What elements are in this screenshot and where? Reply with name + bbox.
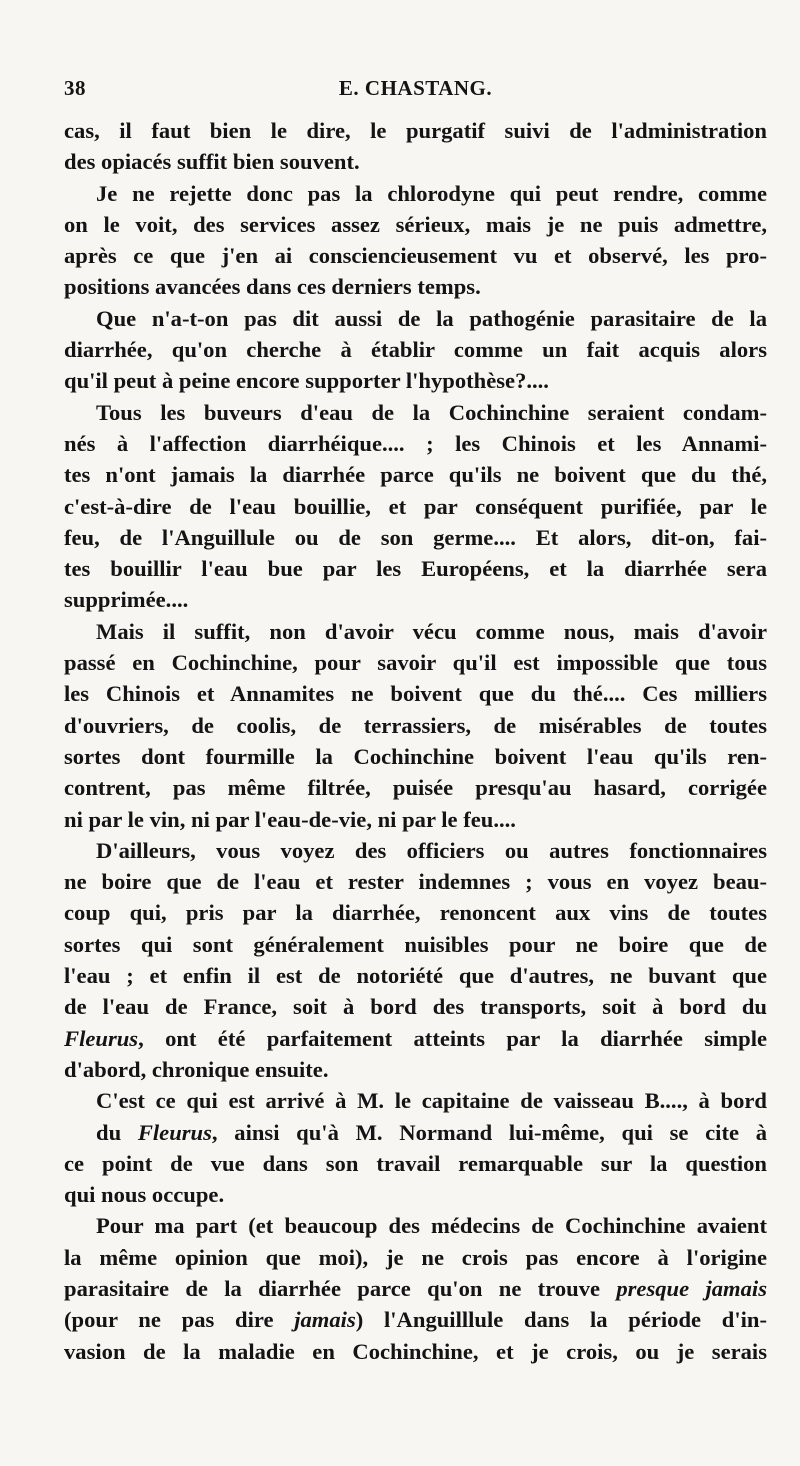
text-line: qui nous occupe. bbox=[64, 1182, 225, 1208]
text-line: diarrhée, qu'on cherche à établir comme un fait acquis alors bbox=[64, 337, 767, 363]
text-line: Que n'a-t-on pas dit aussi de la pathogénie parasitaire de la bbox=[96, 305, 767, 331]
text-line: des opiacés suffit bien souvent. bbox=[64, 149, 360, 175]
text-line: D'ailleurs, vous voyez des officiers ou autres fonctionnaires bbox=[96, 837, 767, 863]
text-line: d'abord, chronique ensuite. bbox=[64, 1056, 329, 1082]
text-line: tes bouillir l'eau bue par les Européens, et la diarrhée sera bbox=[64, 556, 767, 582]
text-line: de l'eau de France, soit à bord des transports, soit à bord du bbox=[64, 994, 767, 1020]
page-number: 38 bbox=[64, 76, 86, 100]
text-line: les Chinois et Annamites ne boivent que du thé.... Ces milliers bbox=[64, 681, 767, 707]
text-line: coup qui, pris par la diarrhée, renoncent aux vins de toutes bbox=[64, 900, 767, 926]
text-line: nés à l'affection diarrhéique.... ; les Chinois et les Annami- bbox=[64, 430, 767, 456]
book-page bbox=[64, 76, 767, 1367]
text-line: ne boire que de l'eau et rester indemnes ; vous en voyez beau- bbox=[64, 869, 767, 895]
text-line: c'est-à-dire de l'eau bouillie, et par conséquent purifiée, par le bbox=[64, 493, 767, 519]
text-segment: parasitaire de la diarrhée parce qu'on ne trouve bbox=[64, 1275, 617, 1301]
text-line: contrent, pas même filtrée, puisée presqu'au hasard, corrigée bbox=[64, 775, 767, 801]
text-segment: (pour ne pas dire bbox=[64, 1307, 295, 1333]
text-line: vasion de la maladie en Cochinchine, et je crois, ou je serais bbox=[64, 1338, 767, 1364]
text-line bbox=[64, 1023, 767, 1054]
text-segment: ) l'Anguilllule dans la période d'in- bbox=[355, 1307, 767, 1333]
text-segment: , ainsi qu'à M. Normand lui-même, qui se cite à bbox=[211, 1119, 767, 1145]
text-line: Mais il suffit, non d'avoir vécu comme nous, mais d'avoir bbox=[96, 618, 767, 644]
text-line: sortes qui sont généralement nuisibles pour ne boire que de bbox=[64, 931, 767, 957]
text-line: Pour ma part (et beaucoup des médecins de Cochinchine avaient bbox=[96, 1213, 767, 1239]
text-line: supprimée.... bbox=[64, 587, 189, 613]
text-line: l'eau ; et enfin il est de notoriété que d'autres, ne buvant que bbox=[64, 963, 767, 989]
running-title: E. CHASTANG. bbox=[338, 76, 493, 100]
text-line: passé en Cochinchine, pour savoir qu'il est impossible que tous bbox=[64, 650, 767, 676]
italic-text: jamais bbox=[294, 1307, 356, 1333]
text-line: on le voit, des services assez sérieux, mais je ne puis admettre, bbox=[64, 211, 767, 237]
text-line: la même opinion que moi), je ne crois pas encore à l'origine bbox=[64, 1244, 767, 1270]
italic-text: presque jamais bbox=[616, 1275, 767, 1301]
text-line bbox=[64, 1117, 767, 1148]
page-header bbox=[64, 76, 767, 106]
text-segment: , ont été parfaitement atteints par la diarrhée simple bbox=[138, 1025, 767, 1051]
text-line: qu'il peut à peine encore supporter l'hypothèse?.... bbox=[64, 368, 549, 394]
text-line bbox=[64, 1304, 767, 1335]
text-segment: du bbox=[96, 1119, 138, 1145]
text-line: C'est ce qui est arrivé à M. le capitaine de vaisseau B...., à bord bbox=[96, 1088, 767, 1114]
italic-text: Fleurus bbox=[137, 1119, 212, 1145]
text-line: tes n'ont jamais la diarrhée parce qu'ils ne boivent que du thé, bbox=[64, 462, 767, 488]
body-text bbox=[64, 115, 767, 1367]
text-line bbox=[64, 1273, 767, 1304]
text-line: cas, il faut bien le dire, le purgatif suivi de l'administration bbox=[64, 118, 767, 143]
text-line: positions avancées dans ces derniers temps. bbox=[64, 274, 481, 300]
text-line: ce point de vue dans son travail remarquable sur la question bbox=[64, 1150, 767, 1176]
text-line: d'ouvriers, de coolis, de terrassiers, de misérables de toutes bbox=[64, 712, 767, 738]
text-line: Tous les buveurs d'eau de la Cochinchine seraient condam- bbox=[96, 399, 767, 425]
text-line: Je ne rejette donc pas la chlorodyne qui peut rendre, comme bbox=[96, 180, 767, 206]
text-line: sortes dont fourmille la Cochinchine boivent l'eau qu'ils ren- bbox=[64, 743, 767, 769]
text-line: feu, de l'Anguillule ou de son germe.... Et alors, dit-on, fai- bbox=[64, 524, 767, 550]
text-line: ni par le vin, ni par l'eau-de-vie, ni par le feu.... bbox=[64, 806, 516, 832]
italic-text: Fleurus bbox=[64, 1025, 139, 1051]
text-line: après ce que j'en ai consciencieusement vu et observé, les pro- bbox=[64, 243, 767, 269]
